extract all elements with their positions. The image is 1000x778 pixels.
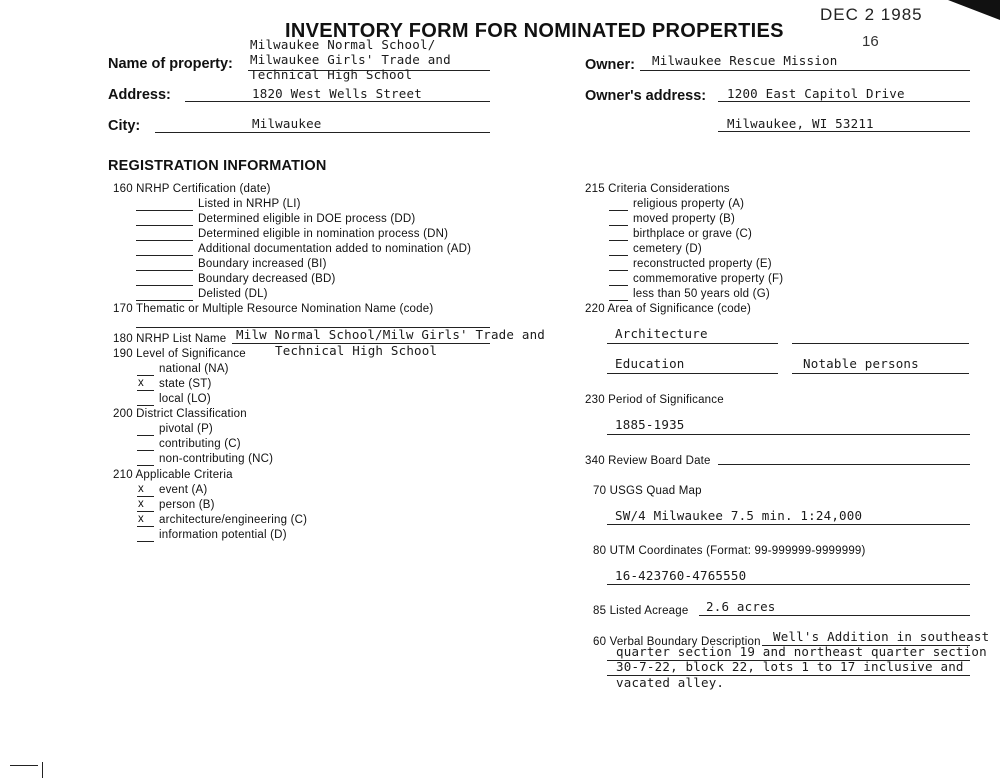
name-line-3: Technical High School xyxy=(250,67,413,82)
owner-address-label: Owner's address: xyxy=(585,88,707,104)
owner-underline xyxy=(640,70,970,71)
cert-item: Boundary decreased (BD) xyxy=(198,273,336,285)
check-blank xyxy=(609,210,628,211)
list-name-line2: Technical High School xyxy=(275,343,438,358)
period-label: 230 Period of Significance xyxy=(585,394,724,406)
scan-artifact xyxy=(10,765,38,766)
check-blank xyxy=(137,511,154,512)
review-label: 340 Review Board Date xyxy=(585,455,711,467)
consideration-item: moved property (B) xyxy=(633,213,736,225)
cert-blank xyxy=(136,225,193,226)
area-value: Architecture xyxy=(615,326,708,341)
utm-label: 80 UTM Coordinates (Format: 99-999999-9999999) xyxy=(593,545,866,557)
check-mark: x xyxy=(138,377,144,389)
area-label: 220 Area of Significance (code) xyxy=(585,303,752,315)
check-blank xyxy=(137,496,154,497)
cert-item: Additional documentation added to nomination (AD) xyxy=(198,243,472,255)
acreage-label: 85 Listed Acreage xyxy=(593,605,689,617)
check-blank xyxy=(137,435,154,436)
check-blank xyxy=(137,526,154,527)
criteria-item: event (A) xyxy=(159,484,208,496)
check-mark: x xyxy=(138,498,144,510)
cert-item: Boundary increased (BI) xyxy=(198,258,327,270)
usgs-label: 70 USGS Quad Map xyxy=(593,485,702,497)
cert-item: Determined eligible in DOE process (DD) xyxy=(198,213,416,225)
owner-address-line2: Milwaukee, WI 53211 xyxy=(727,116,874,131)
consideration-item: reconstructed property (E) xyxy=(633,258,772,270)
city-underline xyxy=(155,132,490,133)
area-underline xyxy=(792,373,969,374)
check-mark: x xyxy=(138,483,144,495)
check-blank xyxy=(137,541,154,542)
level-label: 190 Level of Significance xyxy=(113,348,246,360)
consideration-item: less than 50 years old (G) xyxy=(633,288,770,300)
area-value: Education xyxy=(615,356,685,371)
usgs-value: SW/4 Milwaukee 7.5 min. 1:24,000 xyxy=(615,508,863,523)
city-value: Milwaukee xyxy=(252,116,322,131)
cert-blank xyxy=(136,270,193,271)
consideration-item: religious property (A) xyxy=(633,198,745,210)
check-blank xyxy=(137,465,154,466)
district-item: contributing (C) xyxy=(159,438,241,450)
check-blank xyxy=(137,450,154,451)
period-underline xyxy=(607,434,970,435)
check-blank xyxy=(137,390,154,391)
city-label: City: xyxy=(108,118,141,134)
owner-address-line1: 1200 East Capitol Drive xyxy=(727,86,905,101)
corner-mark xyxy=(948,0,1000,22)
boundary-line-3: 30-7-22, block 22, lots 1 to 17 inclusive and xyxy=(616,659,964,674)
thematic-label: 170 Thematic or Multiple Resource Nomination Name (code) xyxy=(113,303,434,315)
check-blank xyxy=(137,375,154,376)
district-item: pivotal (P) xyxy=(159,423,213,435)
criteria-item: architecture/engineering (C) xyxy=(159,514,308,526)
consideration-item: cemetery (D) xyxy=(633,243,702,255)
criteria-item: person (B) xyxy=(159,499,215,511)
date-stamp: DEC 2 1985 xyxy=(820,5,923,24)
area-underline xyxy=(607,343,778,344)
cert-blank xyxy=(136,240,193,241)
owner-value: Milwaukee Rescue Mission xyxy=(652,53,838,68)
address-label: Address: xyxy=(108,87,171,103)
consideration-item: birthplace or grave (C) xyxy=(633,228,753,240)
check-mark: x xyxy=(138,513,144,525)
owner-address-underline xyxy=(718,101,970,102)
check-blank xyxy=(609,225,628,226)
faint-stamp: 16 xyxy=(862,33,879,50)
boundary-line-2: quarter section 19 and northeast quarter section xyxy=(616,644,987,659)
name-underline xyxy=(248,70,490,71)
owner-label: Owner: xyxy=(585,57,635,73)
district-label: 200 District Classification xyxy=(113,408,247,420)
check-blank xyxy=(609,300,628,301)
area-underline xyxy=(607,373,778,374)
check-blank xyxy=(609,240,628,241)
cert-item: Determined eligible in nomination process (DN) xyxy=(198,228,449,240)
boundary-line-4: vacated alley. xyxy=(616,675,725,690)
form-title: INVENTORY FORM FOR NOMINATED PROPERTIES xyxy=(285,20,784,42)
cert-item: Delisted (DL) xyxy=(198,288,268,300)
address-value: 1820 West Wells Street xyxy=(252,86,422,101)
utm-value: 16-423760-4765550 xyxy=(615,568,747,583)
area-underline xyxy=(792,343,969,344)
consideration-item: commemorative property (F) xyxy=(633,273,784,285)
area-value: Notable persons xyxy=(803,356,919,371)
usgs-underline xyxy=(607,524,970,525)
criteria-label: 210 Applicable Criteria xyxy=(113,469,233,481)
acreage-underline xyxy=(699,615,970,616)
check-blank xyxy=(609,255,628,256)
scan-artifact xyxy=(42,762,43,778)
address-underline xyxy=(185,101,490,102)
utm-underline xyxy=(607,584,970,585)
boundary-line-1: Well's Addition in southeast xyxy=(773,629,990,644)
cert-blank xyxy=(136,300,193,301)
considerations-label: 215 Criteria Considerations xyxy=(585,183,730,195)
list-name-line1: Milw Normal School/Milw Girls' Trade and xyxy=(236,327,546,342)
name-line-2: Milwaukee Girls' Trade and xyxy=(250,52,451,67)
check-blank xyxy=(609,285,628,286)
cert-item: Listed in NRHP (LI) xyxy=(198,198,301,210)
review-underline xyxy=(718,464,970,465)
level-item: state (ST) xyxy=(159,378,212,390)
cert-label: 160 NRHP Certification (date) xyxy=(113,183,271,195)
level-item: local (LO) xyxy=(159,393,211,405)
period-value: 1885-1935 xyxy=(615,417,685,432)
name-label: Name of property: xyxy=(108,56,233,72)
district-item: non-contributing (NC) xyxy=(159,453,274,465)
name-line-1: Milwaukee Normal School/ xyxy=(250,37,436,52)
list-name-label: 180 NRHP List Name xyxy=(113,333,227,345)
registration-title: REGISTRATION INFORMATION xyxy=(108,158,327,174)
cert-blank xyxy=(136,210,193,211)
owner-city-underline xyxy=(718,131,970,132)
boundary-label: 60 Verbal Boundary Description xyxy=(593,636,761,648)
level-item: national (NA) xyxy=(159,363,229,375)
check-blank xyxy=(137,405,154,406)
check-blank xyxy=(609,270,628,271)
cert-blank xyxy=(136,255,193,256)
cert-blank xyxy=(136,285,193,286)
acreage-value: 2.6 acres xyxy=(706,599,776,614)
criteria-item: information potential (D) xyxy=(159,529,287,541)
